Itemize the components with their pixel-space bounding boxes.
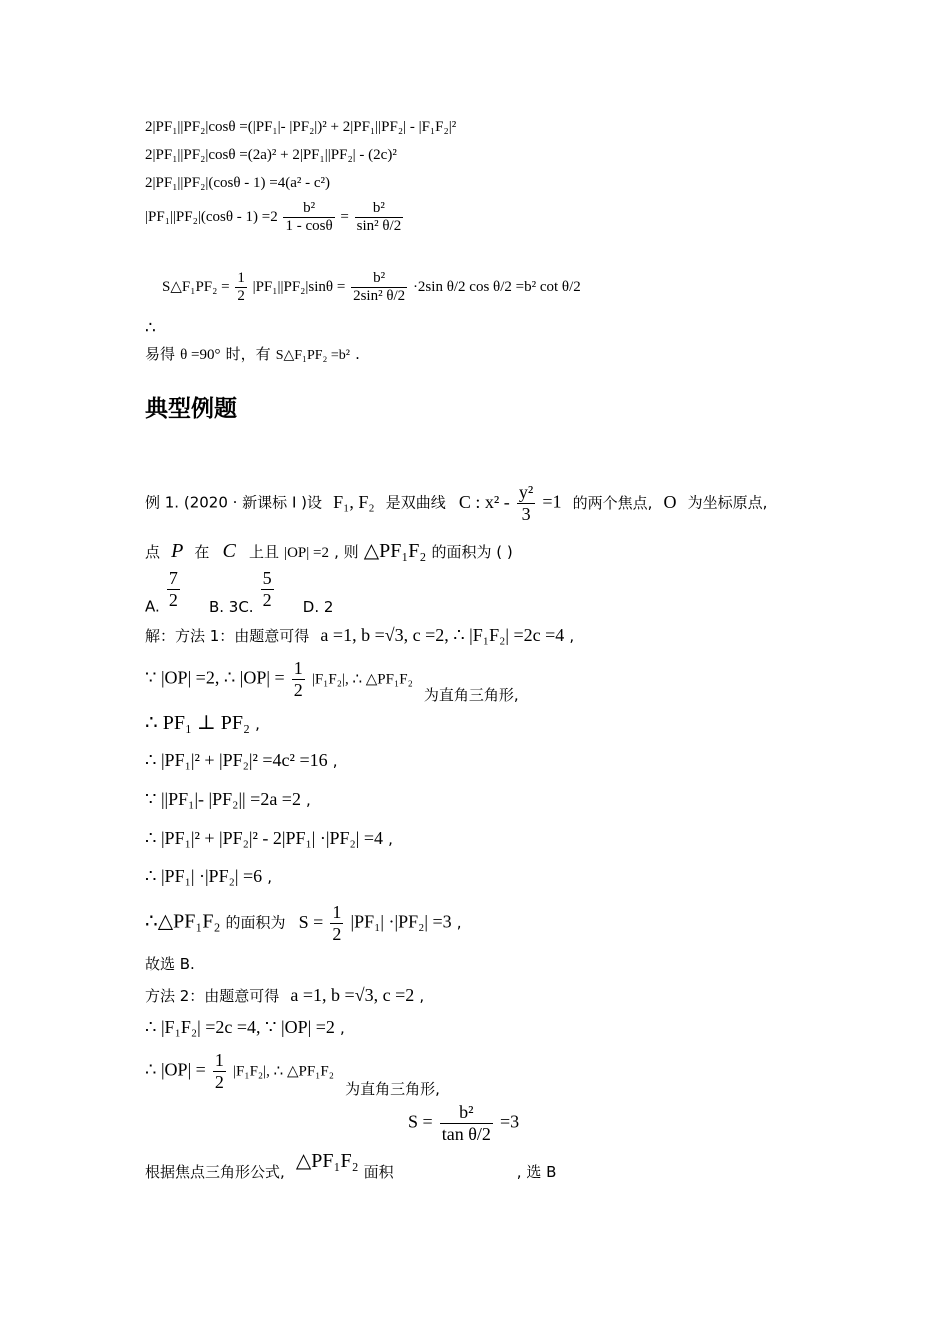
sol2-line-3 bbox=[145, 1050, 440, 1099]
line6-text-1: 易得 bbox=[145, 345, 176, 363]
sol1-text-8: 的面积为 bbox=[225, 913, 286, 932]
sol1-math-3: ∴ PF₁ ⊥ PF₂ bbox=[145, 712, 250, 734]
sol2-triangle: △PF₁F₂ bbox=[295, 1150, 359, 1172]
line5-half-den: 2 bbox=[237, 288, 245, 305]
sol1-line-8 bbox=[145, 902, 462, 944]
sol1-conclusion: 故选 B. bbox=[145, 955, 195, 973]
sol1-end-4: , bbox=[332, 752, 338, 770]
sol1-math-2a: ∵ |OP| =2, ∴ |OP| = bbox=[145, 667, 285, 688]
q2-text-3: 上且 bbox=[248, 543, 279, 561]
sol2-end-1: , bbox=[419, 987, 425, 1005]
option-A-fraction bbox=[167, 568, 180, 610]
sol1-line-6 bbox=[145, 828, 393, 849]
sol2-text-3: 为直角三角形, bbox=[345, 1079, 440, 1098]
line5-tail: ·2sin θ/2 cos θ/2 =b² cot θ/2 bbox=[412, 279, 581, 296]
sol1-half bbox=[292, 658, 305, 700]
sol2-text-5b: 面积 bbox=[363, 1163, 394, 1181]
line4-fraction-2 bbox=[355, 200, 404, 236]
q1-after: 的两个焦点, bbox=[572, 493, 653, 512]
q1-curve-lhs: C : x² - bbox=[458, 491, 510, 512]
q1-prefix: 例 1. (2020 · 新课标 I )设 bbox=[145, 493, 322, 512]
derivation-line-5 bbox=[162, 270, 581, 306]
sol1-text-1: 解：方法 1：由题意可得 bbox=[145, 627, 310, 645]
sol1-text-2: 为直角三角形, bbox=[423, 685, 519, 704]
line5-fraction-num: b² bbox=[373, 270, 386, 286]
sol1-end-7: , bbox=[267, 868, 272, 886]
sol2-line-1 bbox=[145, 985, 424, 1006]
derivation-line-4 bbox=[145, 200, 405, 236]
line6-math-1: θ =90° bbox=[180, 347, 221, 363]
derivation-line-3: 2|PF₁||PF₂|(cosθ - 1) =4(a² - c²) bbox=[145, 175, 331, 191]
q2-text-2: 在 bbox=[194, 543, 210, 561]
line4-fraction-1-den: 1 - cosθ bbox=[285, 218, 333, 235]
therefore-symbol: ∴ bbox=[145, 318, 156, 338]
sol1-end-8: , bbox=[456, 913, 462, 932]
sol2-half bbox=[213, 1050, 226, 1092]
sol1-area-half-num: 1 bbox=[332, 902, 342, 922]
sol1-half-den: 2 bbox=[293, 679, 303, 700]
sol2-end-2: , bbox=[339, 1019, 345, 1037]
derivation-line-2: 2|PF₁||PF₂|cosθ =(2a)² + 2|PF₁||PF₂| - (2c)² bbox=[145, 147, 397, 163]
sol2-line-5 bbox=[145, 1148, 556, 1182]
line4-lhs: |PF₁||PF₂|(cosθ - 1) =2 bbox=[145, 209, 278, 226]
line6-end: . bbox=[355, 345, 360, 363]
sol1-math-1: a =1, b =√3, c =2, ∴ |F₁F₂| =2c =4 bbox=[320, 625, 565, 645]
option-C-den: 2 bbox=[262, 589, 272, 610]
sol2-half-num: 1 bbox=[214, 1050, 224, 1070]
section-title: 典型例题 bbox=[145, 396, 237, 422]
sol2-formula-den: tan θ/2 bbox=[441, 1123, 491, 1144]
sol1-math-7: ∴ |PF₁| ·|PF₂| =6 bbox=[145, 866, 263, 886]
line4-fraction-1 bbox=[283, 200, 334, 236]
q1-origin: O bbox=[663, 491, 677, 512]
sol1-line-3 bbox=[145, 710, 260, 735]
q1-curve-num: y² bbox=[518, 482, 534, 502]
sol2-formula-rhs: =3 bbox=[499, 1111, 520, 1132]
option-A-label: A. bbox=[145, 597, 160, 616]
sol2-math-3a: ∴ |OP| = bbox=[145, 1059, 206, 1080]
q1-curve-den: 3 bbox=[517, 503, 535, 525]
q1-end: 为坐标原点, bbox=[687, 493, 768, 512]
sol1-line-5 bbox=[145, 789, 311, 810]
line5-fraction-den: 2sin² θ/2 bbox=[353, 288, 406, 305]
sol1-end-3: , bbox=[255, 715, 260, 733]
sol2-math-1: a =1, b =√3, c =2 bbox=[290, 985, 415, 1005]
line4-equals: = bbox=[340, 209, 349, 226]
sol2-text-5: 根据焦点三角形公式, bbox=[145, 1163, 285, 1181]
line5-half bbox=[235, 270, 247, 306]
sol1-line-2 bbox=[145, 658, 519, 705]
sol2-math-3b: |F₁F₂|, ∴ △PF₁F₂ bbox=[233, 1063, 334, 1080]
sol1-end-5: , bbox=[306, 791, 311, 809]
line6-text-2: 时，有 bbox=[225, 345, 271, 363]
line5-lhs: S△F₁PF₂ = bbox=[162, 279, 230, 296]
sol1-line-1 bbox=[145, 625, 574, 646]
option-C-num: 5 bbox=[262, 568, 272, 588]
sol2-formula bbox=[408, 1102, 519, 1144]
q1-curve-fraction bbox=[517, 482, 535, 524]
sol2-line-2 bbox=[145, 1017, 345, 1038]
option-C-fraction bbox=[261, 568, 274, 610]
line5-half-num: 1 bbox=[237, 270, 245, 286]
sol2-end-5: , 选 B bbox=[516, 1163, 557, 1181]
q1-foci: F₁, F₂ bbox=[333, 491, 375, 512]
sol2-math-2: ∴ |F₁F₂| =2c =4, ∵ |OP| =2 bbox=[145, 1017, 335, 1037]
sol1-area-rest: |PF₁| ·|PF₂| =3 bbox=[350, 911, 452, 932]
sol1-math-8: ∴△PF₁F₂ bbox=[145, 910, 221, 933]
sol2-formula-num: b² bbox=[459, 1102, 474, 1122]
sol1-math-6: ∴ |PF₁|² + |PF₂|² - 2|PF₁| ·|PF₂| =4 bbox=[145, 828, 384, 848]
q2-text-4: , 则 bbox=[334, 543, 359, 561]
sol1-S: S = bbox=[298, 911, 324, 932]
line4-fraction-1-num: b² bbox=[303, 200, 316, 216]
sol1-end-6: , bbox=[388, 830, 393, 848]
sol2-formula-fraction bbox=[440, 1102, 493, 1144]
q2-point-P: P bbox=[171, 540, 184, 562]
option-A-den: 2 bbox=[168, 589, 178, 610]
sol1-end-1: , bbox=[569, 627, 575, 645]
sol1-line-7 bbox=[145, 866, 272, 887]
option-D: D. 2 bbox=[302, 597, 334, 616]
q1-mid: 是双曲线 bbox=[385, 493, 446, 512]
line5-fraction bbox=[351, 270, 407, 306]
sol2-half-den: 2 bbox=[214, 1071, 224, 1092]
sol1-math-4: ∴ |PF₁|² + |PF₂|² =4c² =16 bbox=[145, 750, 328, 770]
derivation-line-1: 2|PF₁||PF₂|cosθ =(|PF₁|- |PF₂|)² + 2|PF₁||PF₂| - |F₁F₂|² bbox=[145, 119, 457, 135]
q2-text-5: 的面积为 ( ) bbox=[431, 543, 513, 561]
q1-curve-rhs: =1 bbox=[542, 491, 562, 512]
q2-text-1: 点 bbox=[145, 543, 161, 561]
line5-mid: |PF₁||PF₂|sinθ = bbox=[252, 279, 346, 296]
option-A-num: 7 bbox=[168, 568, 178, 588]
q2-condition: |OP| =2 bbox=[284, 545, 329, 561]
sol1-line-4 bbox=[145, 750, 337, 771]
sol2-formula-S: S = bbox=[408, 1111, 433, 1132]
q2-curve-C: C bbox=[222, 540, 236, 562]
sol1-area-half bbox=[330, 902, 343, 944]
option-B: B. 3C. bbox=[208, 597, 254, 616]
options-line bbox=[145, 568, 333, 616]
q2-triangle: △PF₁F₂ bbox=[363, 540, 427, 562]
sol1-area-half-den: 2 bbox=[332, 923, 342, 944]
sol1-math-5: ∵ ||PF₁|- |PF₂|| =2a =2 bbox=[145, 789, 301, 809]
line4-fraction-2-den: sin² θ/2 bbox=[356, 218, 402, 235]
question-line-1 bbox=[145, 482, 767, 524]
sol2-text-1: 方法 2：由题意可得 bbox=[145, 987, 280, 1005]
sol1-math-2b: |F₁F₂|, ∴ △PF₁F₂ bbox=[311, 671, 413, 688]
line6-math-2: S△F₁PF₂ =b² bbox=[275, 348, 350, 363]
line4-fraction-2-num: b² bbox=[372, 200, 385, 216]
sol1-half-num: 1 bbox=[293, 658, 303, 678]
question-line-2 bbox=[145, 538, 513, 563]
derivation-line-6 bbox=[145, 343, 360, 364]
